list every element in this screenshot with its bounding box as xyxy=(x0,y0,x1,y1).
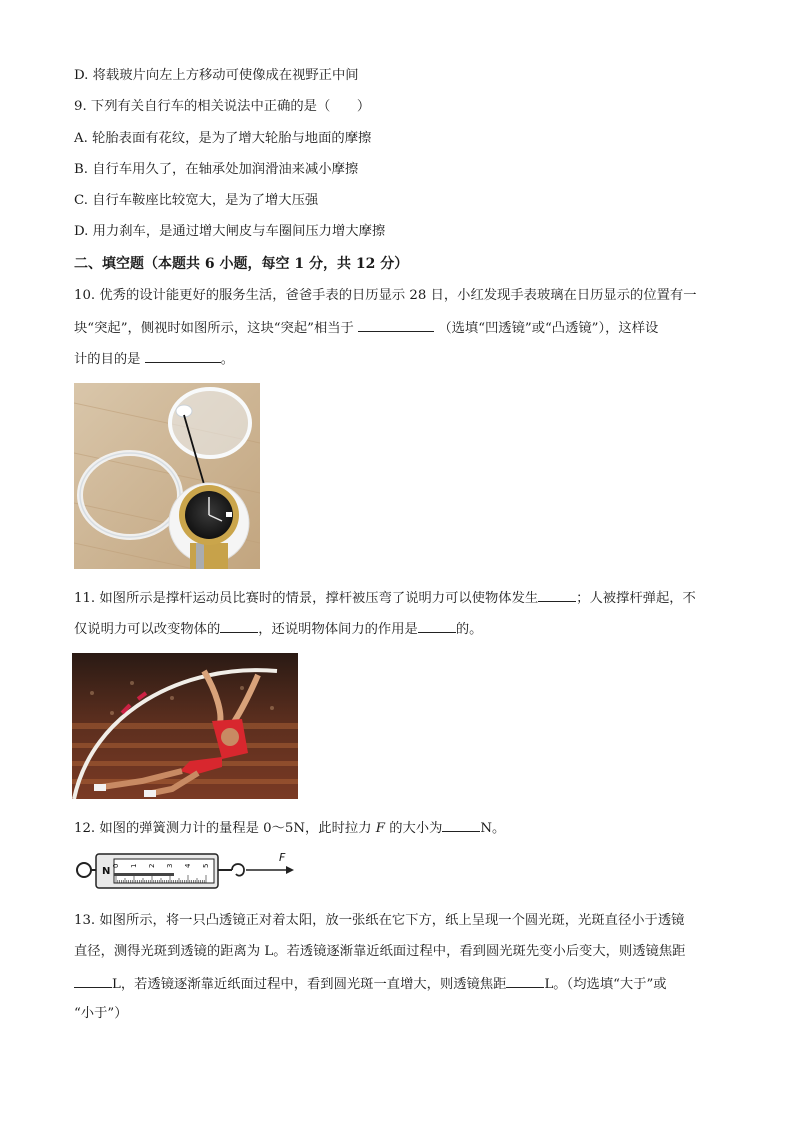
section-heading: 二、填空题（本题共 6 小题，每空 1 分，共 12 分） xyxy=(74,256,409,272)
q13-blank-1 xyxy=(74,973,112,988)
scale-number-3: 3 xyxy=(166,863,174,868)
q11-line2 xyxy=(74,618,482,640)
q10-line3-text-a: 计的目的是 xyxy=(74,352,141,367)
q13-blank-2 xyxy=(506,973,544,988)
scale-number-0: 0 xyxy=(112,863,120,868)
force-label: F xyxy=(279,851,286,864)
q9-stem: 9. 下列有关自行车的相关说法中正确的是（ ） xyxy=(74,99,371,114)
q11-blank-2 xyxy=(220,618,258,633)
q10-blank-2 xyxy=(145,348,221,363)
q12-line xyxy=(74,817,505,839)
q13-line4: “小于”） xyxy=(74,1006,128,1021)
scale-number-1: 1 xyxy=(130,863,138,868)
q9-option-d: D. 用力刹车，是通过增大闸皮与车圈间压力增大摩擦 xyxy=(74,224,386,239)
q10-line1: 10. 优秀的设计能更好的服务生活，爸爸手表的日历显示 28 日，小红发现手表玻璃在日历显示的位置有一 xyxy=(74,288,697,303)
scale-indicator xyxy=(114,873,174,876)
q10-line2 xyxy=(74,317,658,339)
scale-number-5: 5 xyxy=(202,863,210,868)
watch-crystal-photo xyxy=(74,383,260,569)
q10-line2-text-a: 块“突起”，侧视时如图所示，这块“突起”相当于 xyxy=(74,321,354,336)
q11-line2-text-b: ，还说明物体间力的作用是 xyxy=(258,622,418,637)
spring-scale-figure xyxy=(74,846,330,896)
q13-line3-text-a: L，若透镜逐渐靠近纸面过程中，看到圆光斑一直增大，则透镜焦距 xyxy=(112,977,507,992)
q13-line2: 直径，测得光斑到透镜的距离为 L。若透镜逐渐靠近纸面过程中，看到圆光斑先变小后变大，则透镜焦距 xyxy=(74,944,686,959)
q11-line1-text-a: 11. 如图所示是撑杆运动员比赛时的情景，撑杆被压弯了说明力可以使物体发生 xyxy=(74,591,539,606)
q12-blank xyxy=(442,817,480,832)
q11-blank-3 xyxy=(418,618,456,633)
q11-line1 xyxy=(74,587,696,609)
q11-line2-text-a: 仅说明力可以改变物体的 xyxy=(74,622,221,637)
q11-line2-text-c: 的。 xyxy=(455,622,483,637)
q12-text-c: N。 xyxy=(480,821,506,836)
scale-number-4: 4 xyxy=(184,863,192,868)
q8-option-d: D. 将载玻片向左上方移动可使像成在视野正中间 xyxy=(74,68,359,83)
q11-blank-1 xyxy=(538,587,576,602)
scale-unit-label: N xyxy=(102,866,111,877)
q10-blank-1 xyxy=(358,317,434,332)
q9-option-a: A. 轮胎表面有花纹，是为了增大轮胎与地面的摩擦 xyxy=(74,131,372,146)
q9-option-c: C. 自行车鞍座比较宽大，是为了增大压强 xyxy=(74,193,319,208)
scale-number-2: 2 xyxy=(148,863,156,868)
q10-line2-text-b: （选填“凹透镜”或“凸透镜”），这样设 xyxy=(438,321,659,336)
q13-line3 xyxy=(74,973,667,995)
q12-text-b: 的大小为 xyxy=(389,821,443,836)
q10-line3-text-b: 。 xyxy=(220,352,235,367)
pole-vault-photo xyxy=(72,653,298,799)
q12-text-a: 12. 如图的弹簧测力计的量程是 0～5N，此时拉力 xyxy=(74,821,372,836)
q12-var-f: F xyxy=(375,821,385,836)
q11-line1-text-b: ；人被撑杆弹起，不 xyxy=(576,591,696,606)
q13-line1: 13. 如图所示，将一只凸透镜正对着太阳，放一张纸在它下方，纸上呈现一个圆光斑，光斑直径小于透镜 xyxy=(74,913,685,928)
q9-option-b: B. 自行车用久了，在轴承处加润滑油来减小摩擦 xyxy=(74,162,359,177)
q13-line3-text-b: L。（均选填“大于”或 xyxy=(544,977,667,992)
q10-line3 xyxy=(74,348,234,370)
